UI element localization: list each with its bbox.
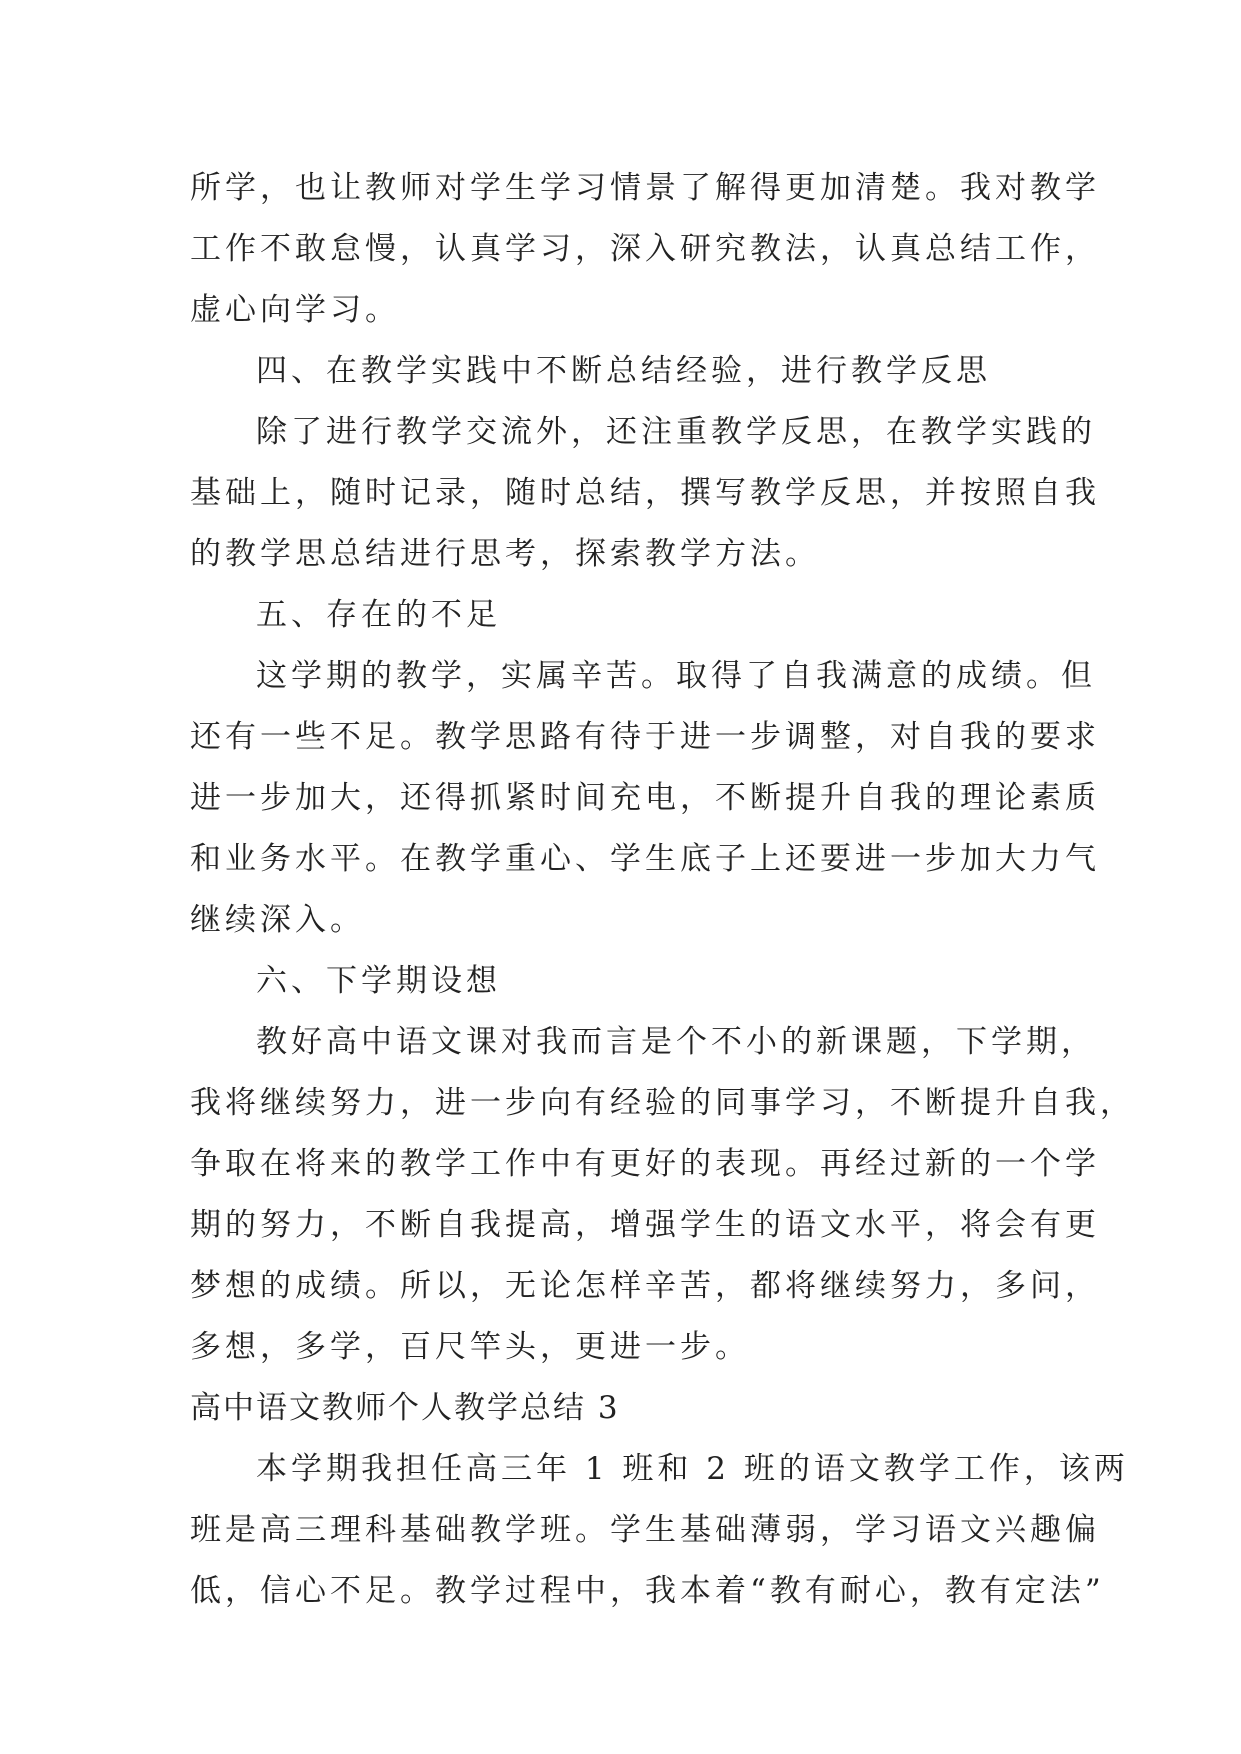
paragraph-line: 除了进行教学交流外，还注重教学反思，在教学实践的 — [256, 414, 1096, 450]
paragraph-line: 期的努力，不断自我提高，增强学生的语文水平，将会有更 — [190, 1207, 1100, 1243]
section-heading: 五、存在的不足 — [256, 597, 501, 633]
paragraph-line: 班是高三理科基础教学班。学生基础薄弱，学习语文兴趣偏 — [190, 1512, 1100, 1548]
paragraph-line: 梦想的成绩。所以，无论怎样辛苦，都将继续努力，多问， — [190, 1268, 1100, 1304]
paragraph-line: 低，信心不足。教学过程中，我本着“教有耐心，教有定法” — [190, 1573, 1105, 1609]
paragraph-line: 进一步加大，还得抓紧时间充电，不断提升自我的理论素质 — [190, 780, 1100, 816]
section-heading: 六、下学期设想 — [256, 963, 501, 999]
paragraph-line: 本学期我担任高三年 1 班和 2 班的语文教学工作，该两 — [256, 1451, 1129, 1487]
paragraph-line: 争取在将来的教学工作中有更好的表现。再经过新的一个学 — [190, 1146, 1100, 1182]
paragraph-line: 这学期的教学，实属辛苦。取得了自我满意的成绩。但 — [256, 658, 1096, 694]
paragraph-line: 基础上，随时记录，随时总结，撰写教学反思，并按照自我 — [190, 475, 1100, 511]
paragraph-line: 我将继续努力，进一步向有经验的同事学习，不断提升自我， — [190, 1085, 1135, 1121]
paragraph-line: 多想，多学，百尺竿头，更进一步。 — [190, 1329, 750, 1365]
paragraph-line: 工作不敢怠慢，认真学习，深入研究教法，认真总结工作， — [190, 231, 1100, 267]
paragraph-line: 还有一些不足。教学思路有待于进一步调整，对自我的要求 — [190, 719, 1100, 755]
document-page — [190, 158, 1135, 1622]
paragraph-line: 教好高中语文课对我而言是个不小的新课题，下学期， — [256, 1024, 1096, 1060]
paragraph-line: 所学，也让教师对学生学习情景了解得更加清楚。我对教学 — [190, 170, 1100, 206]
paragraph-line: 虚心向学习。 — [190, 292, 400, 328]
paragraph-line: 的教学思总结进行思考，探索教学方法。 — [190, 536, 820, 572]
section-heading: 四、在教学实践中不断总结经验，进行教学反思 — [256, 353, 991, 389]
paragraph-line: 继续深入。 — [190, 902, 365, 938]
document-title: 高中语文教师个人教学总结 3 — [190, 1390, 620, 1426]
paragraph-line: 和业务水平。在教学重心、学生底子上还要进一步加大力气 — [190, 841, 1100, 877]
